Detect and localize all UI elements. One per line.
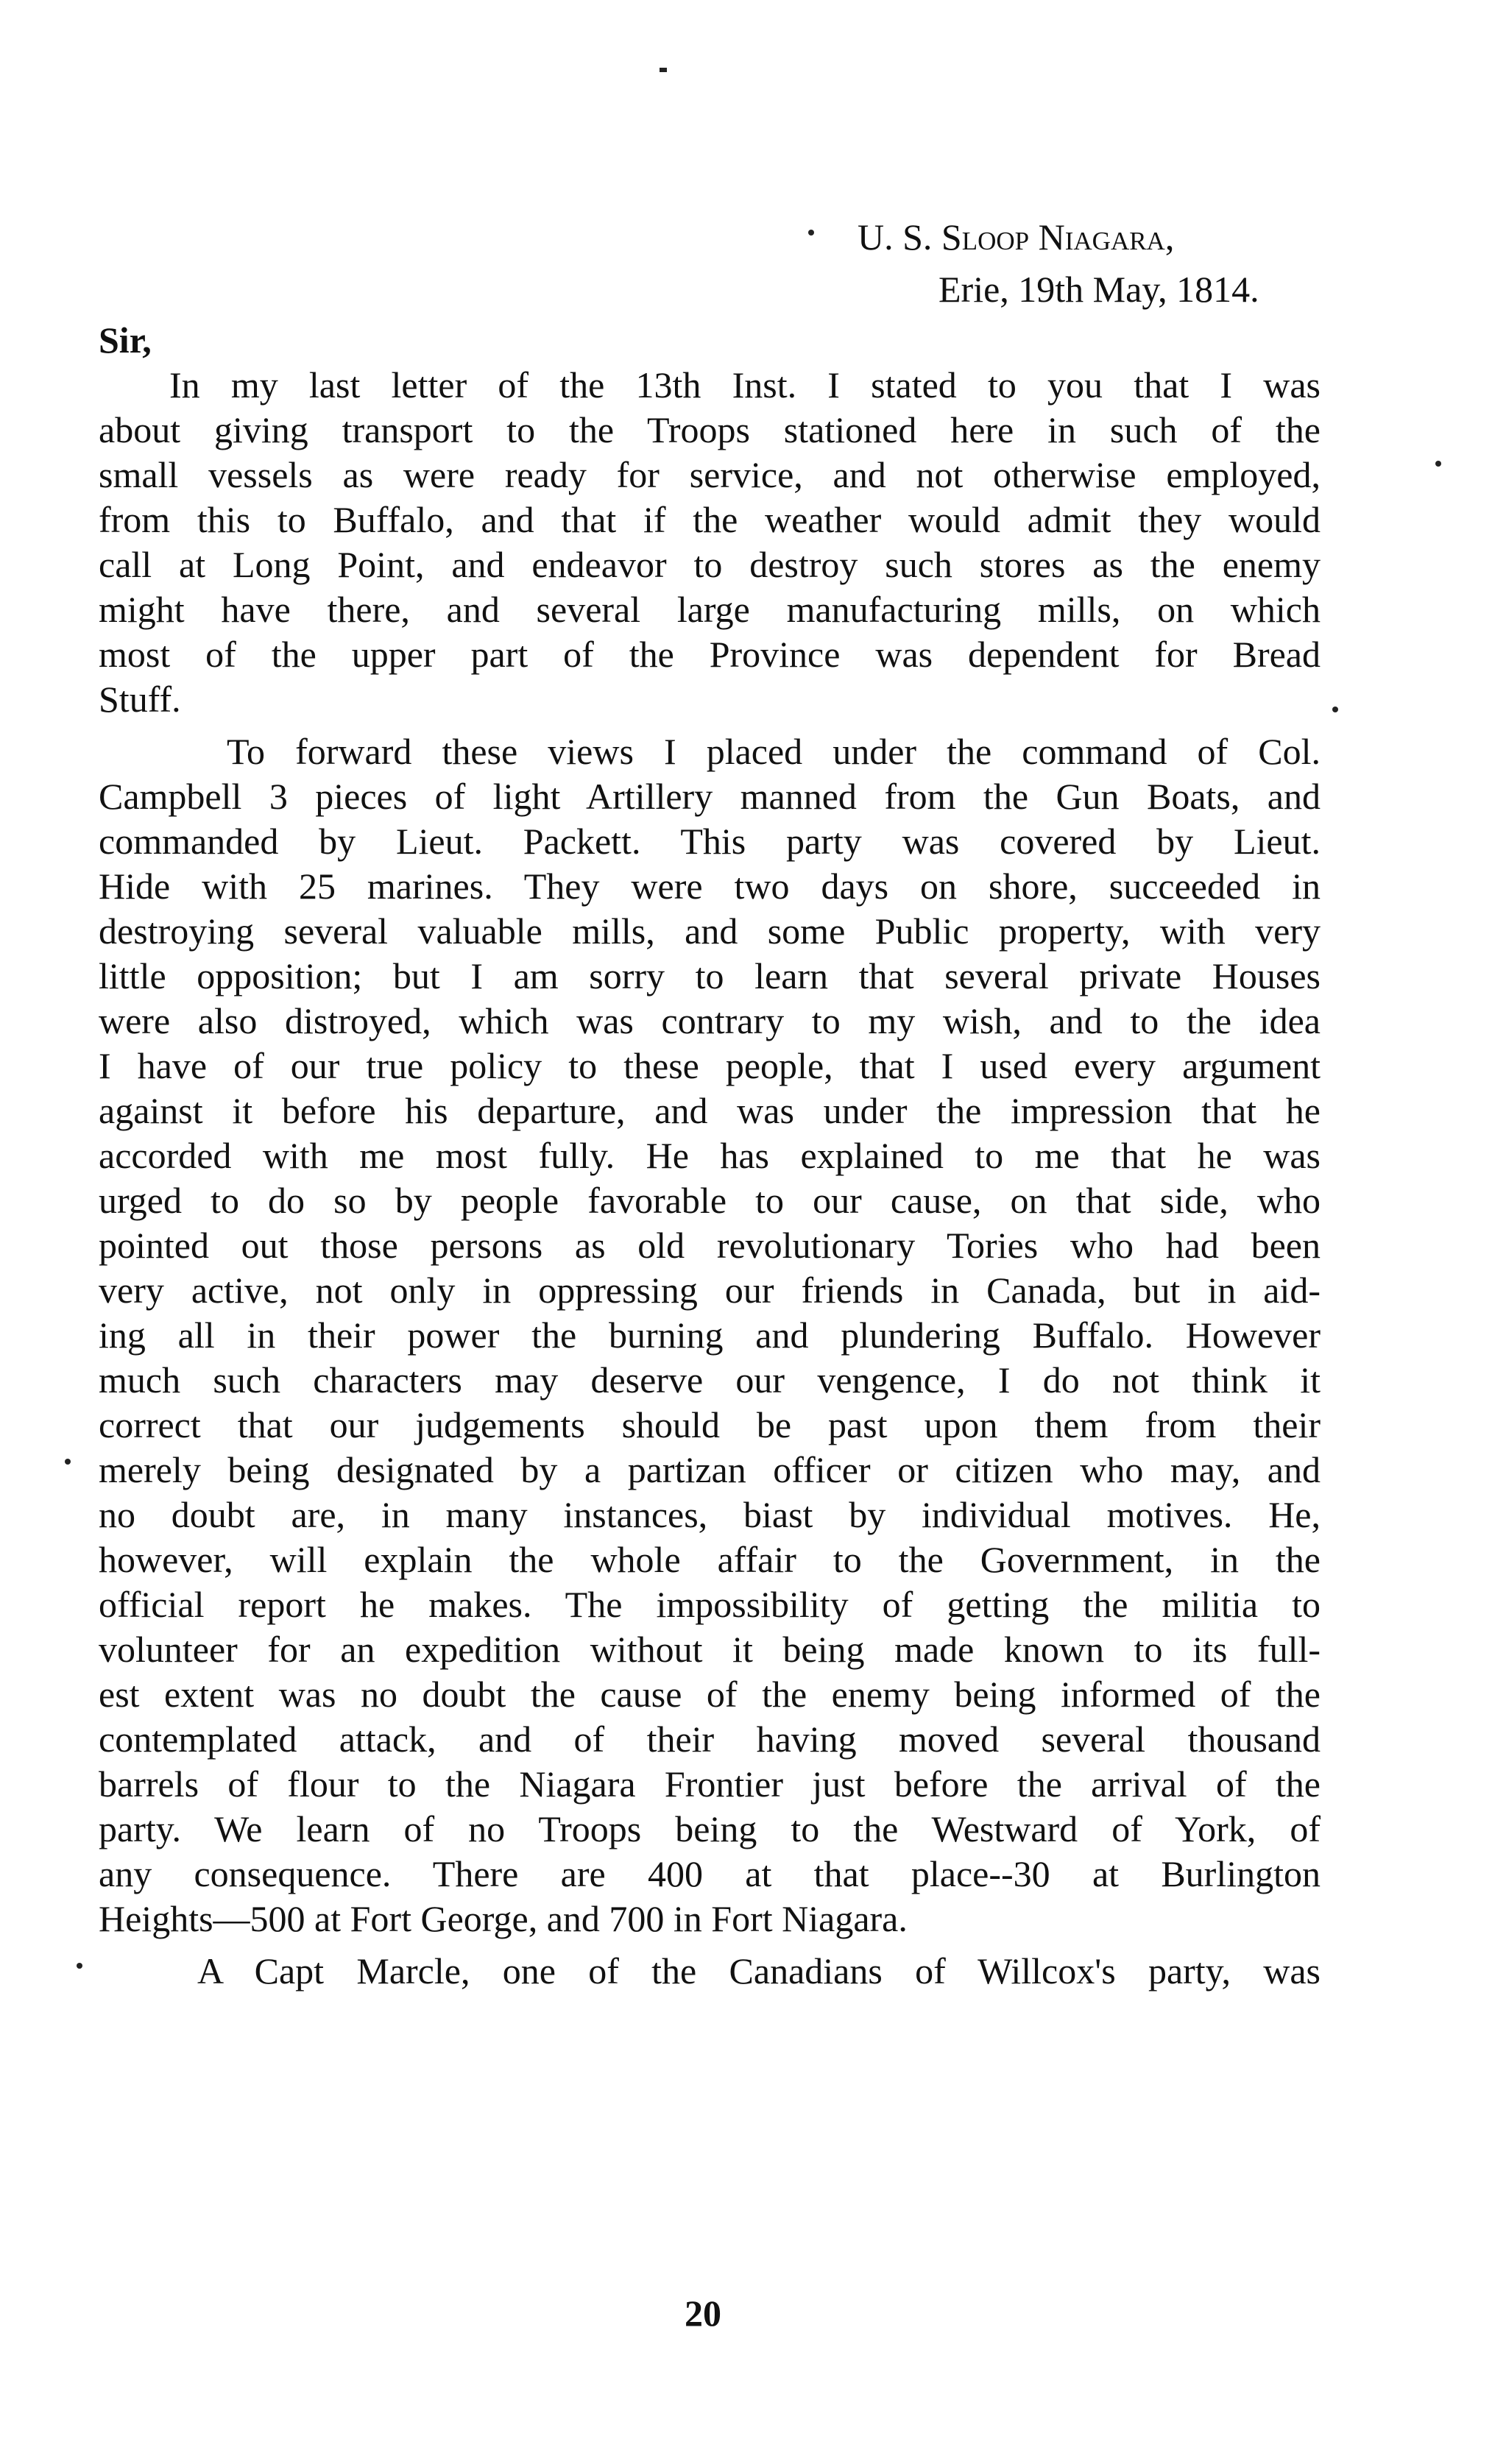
text-line: little opposition; but I am sorry to learn that several private Houses xyxy=(99,955,1321,996)
page-number: 20 xyxy=(685,2293,721,2334)
text-line: Hide with 25 marines. They were two days on shore, succeeded in xyxy=(99,865,1321,907)
text-line: pointed out those persons as old revolutionary Tories who had been xyxy=(99,1225,1321,1266)
text-line: Stuff. xyxy=(99,679,181,720)
heading-ship-prefix: U. S. xyxy=(858,216,941,258)
text-line: small vessels as were ready for service, and not otherwise employed, xyxy=(99,454,1321,495)
text-line: Campbell 3 pieces of light Artillery manned from the Gun Boats, and xyxy=(99,776,1321,817)
text-line: from this to Buffalo, and that if the weather would admit they would xyxy=(99,499,1321,540)
heading-ship-line xyxy=(858,215,1174,259)
stray-mark xyxy=(65,1459,71,1465)
text-line: however, will explain the whole affair to the Government, in the xyxy=(99,1539,1321,1580)
text-line: accorded with me most fully. He has explained to me that he was xyxy=(99,1135,1321,1176)
heading-ship-name: Sloop Niagara, xyxy=(941,216,1175,258)
text-line: correct that our judgements should be past upon them from their xyxy=(99,1404,1321,1445)
text-line: merely being designated by a partizan officer or citizen who may, and xyxy=(99,1449,1321,1490)
text-line: Heights—500 at Fort George, and 700 in Fort Niagara. xyxy=(99,1898,908,1939)
text-line: most of the upper part of the Province was dependent for Bread xyxy=(99,634,1321,675)
text-line: contemplated attack, and of their having moved several thousand xyxy=(99,1718,1321,1760)
text-line: A Capt Marcle, one of the Canadians of Willcox's party, was xyxy=(197,1950,1321,1992)
top-mark xyxy=(660,68,667,72)
text-line: were also distroyed, which was contrary to my wish, and to the idea xyxy=(99,1000,1321,1041)
text-line: against it before his departure, and was under the impression that he xyxy=(99,1090,1321,1131)
text-line: about giving transport to the Troops stationed here in such of the xyxy=(99,409,1321,450)
text-line: official report he makes. The impossibility of getting the militia to xyxy=(99,1584,1321,1625)
text-line: volunteer for an expedition without it being made known to its full- xyxy=(99,1629,1321,1670)
text-line: very active, not only in oppressing our friends in Canada, but in aid- xyxy=(99,1270,1321,1311)
text-line: commanded by Lieut. Packett. This party was covered by Lieut. xyxy=(99,821,1321,862)
text-line: call at Long Point, and endeavor to destroy such stores as the enemy xyxy=(99,544,1321,585)
text-line: est extent was no doubt the cause of the enemy being informed of the xyxy=(99,1674,1321,1715)
text-line: urged to do so by people favorable to our cause, on that side, who xyxy=(99,1180,1321,1221)
text-line: I have of our true policy to these people, that I used every argument xyxy=(99,1045,1321,1086)
stray-mark xyxy=(1332,707,1338,712)
text-line: much such characters may deserve our vengence, I do not think it xyxy=(99,1359,1321,1401)
text-line: might have there, and several large manufacturing mills, on which xyxy=(99,589,1321,630)
text-line: no doubt are, in many instances, biast by individual motives. He, xyxy=(99,1494,1321,1535)
text-line: any consequence. There are 400 at that place--30 at Burlington xyxy=(99,1853,1321,1894)
text-line: To forward these views I placed under the command of Col. xyxy=(227,731,1321,772)
text-line: party. We learn of no Troops being to the Westward of York, of xyxy=(99,1808,1321,1849)
heading-place-date: Erie, 19th May, 1814. xyxy=(938,269,1259,310)
salutation: Sir, xyxy=(99,319,152,361)
stray-mark xyxy=(808,230,814,236)
text-line: In my last letter of the 13th Inst. I stated to you that I was xyxy=(169,364,1321,406)
text-line: barrels of flour to the Niagara Frontier just before the arrival of the xyxy=(99,1763,1321,1805)
stray-mark xyxy=(1435,461,1441,467)
text-line: ing all in their power the burning and plundering Buffalo. However xyxy=(99,1314,1321,1356)
stray-mark xyxy=(77,1963,82,1969)
text-line: destroying several valuable mills, and some Public property, with very xyxy=(99,910,1321,952)
